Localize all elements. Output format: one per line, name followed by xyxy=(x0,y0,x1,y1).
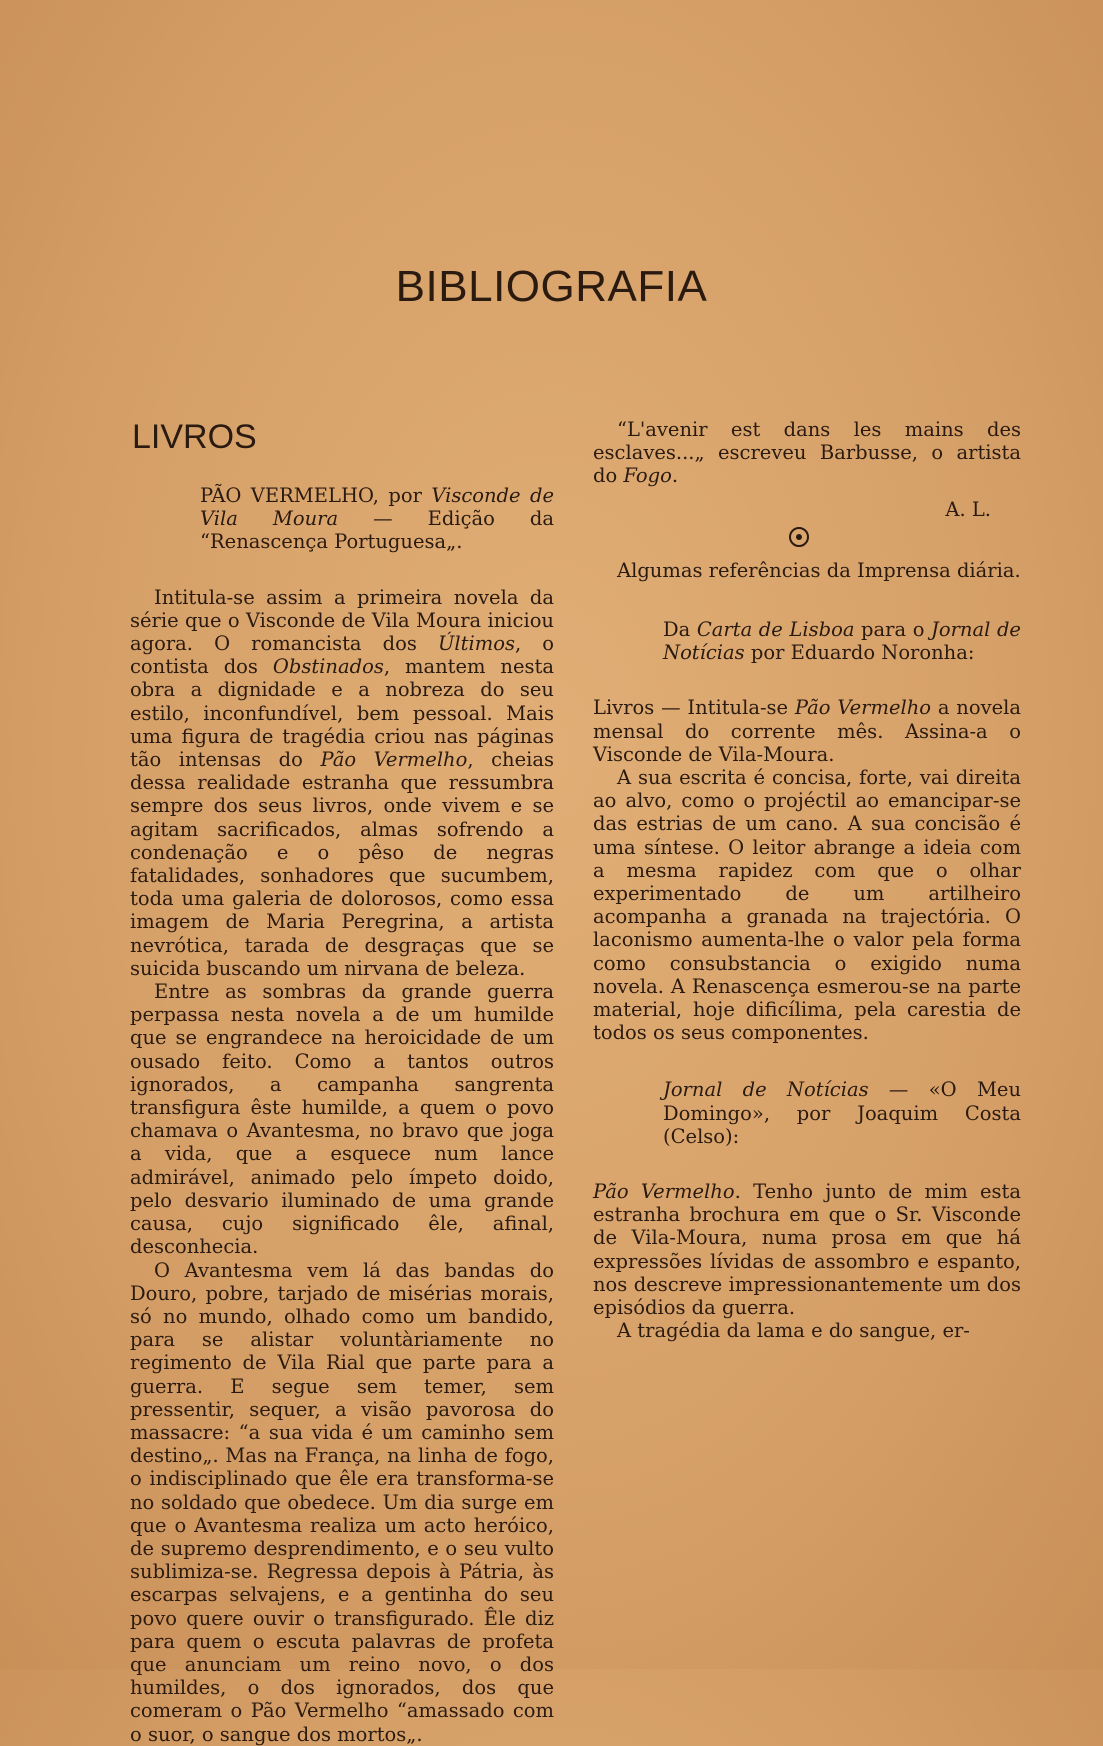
press-intro: Algumas referências da Imprensa diária. xyxy=(617,558,1021,582)
review-text: , o contista dos xyxy=(130,632,554,679)
book-reference: Fogo xyxy=(623,464,672,488)
book-reference: Pão Vermelho xyxy=(593,1180,735,1204)
source-text: — «O Meu Domingo», por Joaquim Costa (Celso): xyxy=(663,1078,1022,1148)
quote-text: . Tenho junto de mim esta estranha brochura em que o Sr. Visconde de Vila-Moura, numa prosa em que há expressões lívidas de assombro e espanto, nos descreve impressionantemente um dos episódios da guerra. xyxy=(593,1180,1022,1320)
review-text: , cheias dessa realidade estranha que ressumbra sempre dos seus livros, onde vivem e se agitam sacrificados, almas sofrendo a condenação e o pêso de negras fatalidades, sonhadores que sucumbem, toda uma galeria de dolorosos, como essa imagem de Maria Peregrina, a artista nevrótica, tarada de desgraças que se suicida buscando um nirvana de beleza. xyxy=(130,748,555,980)
book-edition: — Edição da “Renascença Portuguesa„. xyxy=(200,507,554,554)
source-text: Da xyxy=(663,618,697,642)
source-title: Jornal de Notícias xyxy=(663,618,1021,665)
review-paragraph-1 xyxy=(130,586,554,980)
quote-text: a novela mensal do corrente mês. Assina-a o Visconde de Vila-Moura. xyxy=(593,696,1021,766)
press-source-1 xyxy=(663,618,1021,664)
press-quote-2-paragraph-1 xyxy=(593,1180,1021,1319)
review-paragraph-3: O Avantesma vem lá das bandas do Douro, pobre, tarjado de misérias morais, só no mundo, olhado como um bandido, para se alistar voluntàriamente no regimento de Vila Rial que parte para a guerra. E segue sem temer, sem pressentir, sequer, a visão pavorosa do massacre: “a sua vida é um caminho sem destino„. Mas na França, na linha de fogo, o indisciplinado que êle era transforma-se no soldado que obedece. Um dia surge em que o Avantesma realiza um acto heróico, de supremo desprendimento, e o seu vulto sublimiza-se. Regressa depois à Pátria, às escarpas selvajens, e a gentinha do seu povo quere ouvir o transfigurado. Êle diz para quem o escuta palavras de profeta que anunciam um reino novo, o dos humildes, o dos ignorados, dos que comeram o Pão Vermelho “amassado com o suor, o sangue dos mortos„. xyxy=(130,1258,554,1746)
press-quote-1-paragraph-2: A sua escrita é concisa, forte, vai direita ao alvo, como o projéctil ao emancipar-se das estrias de um cano. A sua concisão é uma síntese. O leitor abrange a ideia com a mesma rapidez com que o olhar experimentado de um artilheiro acompanha a granada na trajectória. O laconismo aumenta-lhe o valor pela forma como consubstancia o exigido numa novela. A Renascença esmerou-se na parte material, hoje dificílima, pela carestia de todos os seus componentes. xyxy=(593,766,1021,1045)
review-text: Intitula-se assim a primeira novela da série que o Visconde de Vila Moura iniciou agora. O romancista dos xyxy=(130,585,554,656)
left-column xyxy=(130,484,554,1746)
page-title: BIBLIOGRAFIA xyxy=(395,262,708,311)
review-paragraph-2: Entre as sombras da grande guerra perpassa nesta novela a de um humilde que se engrandece na heroicidade de um ousado feito. Como a tantos outros ignorados, a campanha sangrenta transfigura êste humilde, a quem o povo chamava o Avantesma, no bravo que joga a vida, que a esquece num lance admirável, animado pelo ímpeto doido, pelo desvario iluminado de uma grande causa, cujo significado êle, afinal, desconhecia. xyxy=(130,980,554,1259)
source-title: Carta de Lisboa xyxy=(696,618,855,642)
source-text: por Eduardo Noronha: xyxy=(744,641,975,665)
review-signature: A. L. xyxy=(945,497,991,521)
quote-text: Livros — Intitula-se xyxy=(593,696,795,720)
review-paragraph-4 xyxy=(593,418,1021,488)
press-quote-1-paragraph-1 xyxy=(593,696,1021,766)
review-text: “L'avenir est dans les mains des esclaves...„ escreveu Barbusse, o artista do xyxy=(593,418,1021,488)
book-entry xyxy=(200,484,554,554)
source-title: Jornal de Notícias xyxy=(663,1078,869,1102)
book-reference: Pão Vermelho xyxy=(794,696,932,720)
review-text: . xyxy=(671,464,679,488)
circle-separator-icon xyxy=(789,527,809,547)
press-quote-2-paragraph-2: A tragédia da lama e do sangue, er- xyxy=(617,1319,970,1343)
review-text: , mantem nesta obra a dignidade e a nobreza do seu estilo, inconfundível, bem pessoal. Mais uma figura de tragédia criou nas páginas tão intensas do xyxy=(130,655,554,772)
section-heading-livros: LIVROS xyxy=(132,418,257,456)
right-column xyxy=(593,418,1021,1343)
book-reference: Últimos xyxy=(437,632,515,656)
book-reference: Pão Vermelho xyxy=(320,748,468,772)
source-text: para o xyxy=(854,618,932,642)
book-reference: Obstinados xyxy=(272,655,384,679)
book-title: PÃO VERMELHO, por xyxy=(200,484,432,507)
press-source-2 xyxy=(663,1078,1021,1148)
book-author: Visconde de Vila Moura xyxy=(200,484,554,531)
